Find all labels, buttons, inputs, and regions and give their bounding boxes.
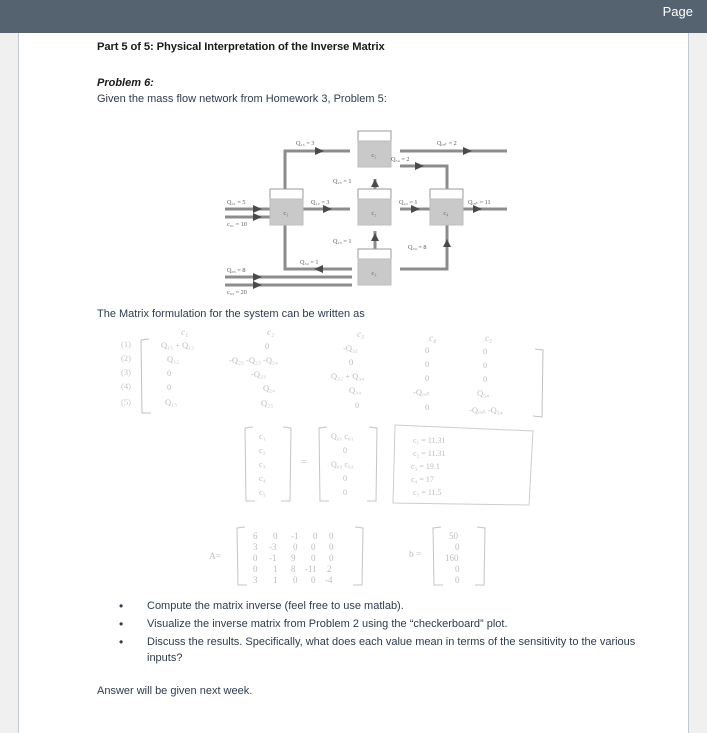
page-title: Part 5 of 5: Physical Interpretation of the Inverse Matrix <box>97 41 385 53</box>
svg-text:-Q₂₅ -Q₂₃ -Q₂₄: -Q₂₅ -Q₂₃ -Q₂₄ <box>229 355 278 365</box>
flow-label-Q15: Q₁₅ = 3 <box>296 140 315 147</box>
svg-text:0: 0 <box>329 542 334 552</box>
svg-text:-11: -11 <box>305 564 317 574</box>
svg-text:c₃ = 19.1: c₃ = 19.1 <box>411 462 440 471</box>
svg-text:-Qₒᵤₜ: -Qₒᵤₜ <box>413 387 430 397</box>
flow-label-Q03: Q₀₃ = 8 <box>227 267 246 274</box>
svg-text:2: 2 <box>327 564 332 574</box>
svg-text:0: 0 <box>311 553 316 563</box>
svg-text:0: 0 <box>273 531 278 541</box>
svg-text:0: 0 <box>253 553 258 563</box>
flow-label-Qout-top: Qₒᵤₜ = 2 <box>437 140 457 147</box>
svg-text:Q₂₅: Q₂₅ <box>261 398 274 408</box>
bullet-icon: • <box>119 617 124 631</box>
node-label-c3: c₃ <box>371 270 377 277</box>
node-c1 <box>270 189 303 225</box>
flow-label-Q24: Q₂₄ = 1 <box>399 199 418 206</box>
svg-text:0: 0 <box>425 345 430 355</box>
bullet-icon: • <box>119 635 124 649</box>
row-num-3: (3) <box>121 367 131 377</box>
document-page <box>18 33 689 733</box>
col-header-c4: c₄ <box>429 333 437 343</box>
list-item-text: Discuss the results. Specifically, what does each value mean in terms of the sensitivity to the various inputs? <box>147 636 636 664</box>
flow-label-Q12: Q₁₂ = 3 <box>311 199 330 206</box>
node-label-c4: c₄ <box>443 210 449 217</box>
svg-text:0: 0 <box>253 564 258 574</box>
mass-flow-network-figure <box>215 121 535 301</box>
svg-text:0: 0 <box>311 542 316 552</box>
svg-text:0: 0 <box>425 402 430 412</box>
flow-label-c03: c₀₃ = 20 <box>227 289 247 296</box>
svg-text:Q₀₃ c₀₃: Q₀₃ c₀₃ <box>331 460 354 469</box>
svg-text:0: 0 <box>313 531 318 541</box>
flow-label-Q01: Q₀₁ = 5 <box>227 199 246 206</box>
node-c4 <box>430 189 463 225</box>
svg-text:c₂: c₂ <box>259 445 266 455</box>
svg-text:160: 160 <box>445 553 459 563</box>
symbolic-entries <box>161 340 503 415</box>
row-num-1: (1) <box>121 339 131 349</box>
rhs-vector <box>331 432 354 497</box>
list-item-text: Visualize the inverse matrix from Problem 2 using the “checkerboard” plot. <box>147 618 508 630</box>
svg-text:6: 6 <box>253 531 258 541</box>
vector-b-entries <box>445 531 460 585</box>
svg-text:-Q₃₂: -Q₃₂ <box>343 343 358 353</box>
svg-text:Q₃₂ + Q₃₄: Q₃₂ + Q₃₄ <box>331 371 365 381</box>
svg-text:c₅ = 11.5: c₅ = 11.5 <box>413 488 442 497</box>
symbolic-matrix-handwriting <box>105 321 555 421</box>
lhs-brackets <box>245 427 291 501</box>
node-c3 <box>358 249 391 285</box>
network-diagram-svg <box>215 121 535 301</box>
flow-label-Q25: Q₂₅ = 1 <box>333 178 352 185</box>
vector-equation-svg <box>237 421 537 511</box>
symbolic-row-numbers <box>121 339 131 407</box>
svg-text:c₅: c₅ <box>259 487 266 497</box>
svg-text:Q₁₅: Q₁₅ <box>165 397 178 407</box>
svg-text:-1: -1 <box>269 553 277 563</box>
svg-text:0: 0 <box>343 488 347 497</box>
list-item <box>119 617 659 633</box>
matrix-A-label: A= <box>209 552 222 562</box>
equals-sign: = <box>301 457 307 468</box>
svg-text:0: 0 <box>455 575 460 585</box>
reactor-nodes <box>270 131 463 285</box>
given-text: Given the mass flow network from Homework 3, Problem 5: <box>97 93 387 105</box>
col-header-c1: c₁ <box>181 327 189 337</box>
svg-text:0: 0 <box>167 382 172 392</box>
node-label-c5: c₅ <box>371 152 377 159</box>
svg-text:1: 1 <box>273 564 278 574</box>
svg-text:Q₂₄: Q₂₄ <box>263 383 276 393</box>
problem-label: Problem 6: <box>97 77 154 89</box>
row-num-4: (4) <box>121 381 131 391</box>
window-titlebar <box>0 0 707 33</box>
vector-equation-handwriting <box>237 421 537 511</box>
svg-text:0: 0 <box>329 553 334 563</box>
svg-text:0: 0 <box>343 446 347 455</box>
svg-text:0: 0 <box>167 368 172 378</box>
node-label-c1: c₁ <box>283 210 289 217</box>
svg-text:9: 9 <box>291 553 296 563</box>
svg-text:Q₅₄: Q₅₄ <box>477 388 490 398</box>
document-content <box>97 33 657 733</box>
svg-text:c₁ = 11.31: c₁ = 11.31 <box>413 436 446 445</box>
svg-text:-4: -4 <box>325 575 333 585</box>
svg-text:c₃: c₃ <box>259 459 266 469</box>
symbolic-col-headers <box>181 327 492 343</box>
task-bullet-list <box>119 599 659 669</box>
vector-b-label: b = <box>409 550 422 560</box>
svg-text:0: 0 <box>293 575 298 585</box>
svg-text:Q₁₂: Q₁₂ <box>167 354 180 364</box>
list-item <box>119 599 659 615</box>
lhs-vector <box>259 431 266 497</box>
svg-text:Q₁₅ + Q₁₂: Q₁₅ + Q₁₂ <box>161 340 195 350</box>
svg-text:0: 0 <box>455 542 460 552</box>
col-header-c3: c₃ <box>357 329 365 339</box>
col-header-c2: c₂ <box>267 327 275 337</box>
svg-text:3: 3 <box>253 542 258 552</box>
svg-text:0: 0 <box>425 359 430 369</box>
svg-text:c₂ = 11.31: c₂ = 11.31 <box>413 449 446 458</box>
flow-label-Q34: Q₃₄ = 8 <box>408 244 427 251</box>
list-item <box>119 635 659 666</box>
svg-text:1: 1 <box>273 575 278 585</box>
flow-label-Q54: Q₅₄ = 2 <box>391 156 410 163</box>
svg-text:50: 50 <box>449 531 458 541</box>
svg-text:c₄: c₄ <box>259 473 266 483</box>
node-c5 <box>358 131 391 167</box>
answer-note: Answer will be given next week. <box>97 685 253 697</box>
node-c2 <box>358 189 391 225</box>
numeric-matrices-handwriting <box>205 515 525 595</box>
svg-text:c₄ = 17: c₄ = 17 <box>411 475 434 484</box>
page-label: Page <box>662 4 693 19</box>
list-item-text: Compute the matrix inverse (feel free to use matlab). <box>147 600 404 612</box>
svg-text:0: 0 <box>455 564 460 574</box>
svg-text:0: 0 <box>483 374 488 384</box>
solution-values <box>411 436 446 497</box>
flow-label-Q32: Q₃₂ = 1 <box>300 259 319 266</box>
node-label-c2: c₂ <box>371 210 377 217</box>
row-num-2: (2) <box>121 353 131 363</box>
flow-label-Qout-right: Qₒᵤₜ = 11 <box>468 199 491 206</box>
flow-label-Q23: Q₂₃ = 1 <box>333 238 352 245</box>
svg-text:0: 0 <box>293 542 298 552</box>
svg-text:0: 0 <box>483 360 488 370</box>
svg-text:0: 0 <box>349 357 354 367</box>
svg-text:0: 0 <box>329 531 334 541</box>
svg-text:-Qₒᵤₜ -Q₅₄: -Qₒᵤₜ -Q₅₄ <box>469 405 503 415</box>
svg-text:-3: -3 <box>269 542 277 552</box>
bullet-icon: • <box>119 599 124 613</box>
svg-text:c₁: c₁ <box>259 431 266 441</box>
row-num-5: (5) <box>121 397 131 407</box>
svg-text:3: 3 <box>253 575 258 585</box>
flow-label-c01: c₀₁ = 10 <box>227 221 247 228</box>
svg-text:0: 0 <box>265 341 270 351</box>
svg-text:0: 0 <box>311 575 316 585</box>
svg-text:0: 0 <box>483 346 488 356</box>
numeric-matrices-svg <box>205 515 525 595</box>
svg-text:0: 0 <box>343 474 347 483</box>
col-header-c5: c₅ <box>485 333 493 343</box>
svg-text:-1: -1 <box>291 531 299 541</box>
svg-text:-Q₂₃: -Q₂₃ <box>251 369 266 379</box>
matrix-A-entries <box>253 531 334 585</box>
symbolic-matrix-svg <box>105 321 555 421</box>
svg-text:0: 0 <box>355 400 360 410</box>
svg-text:Q₃₄: Q₃₄ <box>349 385 362 395</box>
svg-text:Q₀₁ c₀₁: Q₀₁ c₀₁ <box>331 432 354 441</box>
svg-text:8: 8 <box>291 564 296 574</box>
svg-text:0: 0 <box>425 373 430 383</box>
matrix-formulation-text: The Matrix formulation for the system can be written as <box>97 308 365 320</box>
